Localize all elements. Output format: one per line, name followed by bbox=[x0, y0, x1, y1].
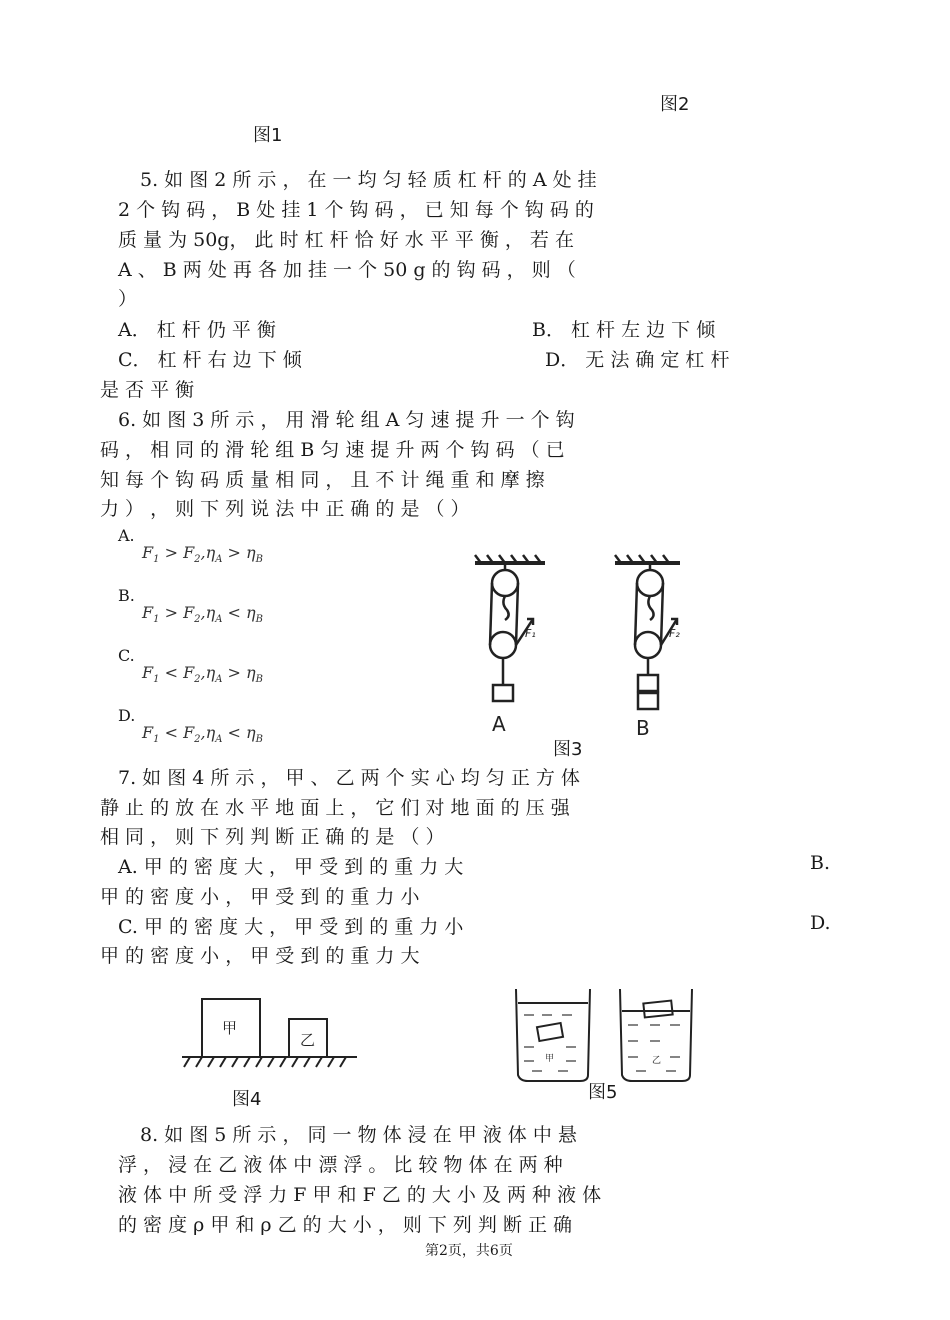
q6-option-d-rel-force: < bbox=[164, 723, 178, 742]
cube-jia-label: 甲 bbox=[222, 1019, 238, 1037]
q6-option-d-formula: $F_1 < F_2,\eta_A < \eta_B$ bbox=[142, 723, 263, 746]
q7-option-b: 甲 的 密 度 小 ， 甲 受 到 的 重 力 小 bbox=[100, 886, 420, 908]
q6-option-d bbox=[118, 706, 263, 745]
q5-option-c: C． 杠 杆 右 边 下 倾 bbox=[118, 349, 302, 371]
figure-1-caption: 图1 bbox=[253, 125, 283, 146]
q6-option-d-rel-efficiency: < bbox=[227, 723, 241, 742]
figure-2-caption: 图2 bbox=[660, 94, 690, 115]
q5-line-5: ） bbox=[118, 288, 138, 310]
q7-option-d-label: D. bbox=[810, 912, 831, 934]
q5-line-2: 2 个 钩 码 ， B 处 挂 1 个 钩 码 ， 已 知 每 个 钩 码 的 bbox=[118, 199, 594, 221]
q8-line-3: 液 体 中 所 受 浮 力 F 甲 和 F 乙 的 大 小 及 两 种 液 体 bbox=[118, 1184, 602, 1206]
q6-option-c-formula: $F_1 < F_2,\eta_A > \eta_B$ bbox=[142, 663, 263, 686]
page-footer: 第2页，共6页 bbox=[425, 1243, 513, 1259]
q5-line-1: 5. 如 图 2 所 示 ， 在 一 均 匀 轻 质 杠 杆 的 A 处 挂 bbox=[140, 169, 597, 191]
q6-option-b-rel-efficiency: < bbox=[227, 603, 241, 622]
q6-option-c bbox=[118, 646, 263, 685]
figure-4-cubes bbox=[182, 995, 362, 1075]
figure-4-caption: 图4 bbox=[232, 1089, 262, 1110]
q7-option-b-label: B. bbox=[810, 852, 831, 874]
beaker-jia-label: 甲 bbox=[545, 1054, 555, 1064]
cube-yi-label: 乙 bbox=[300, 1031, 316, 1049]
q7-option-a: A. 甲 的 密 度 大 ， 甲 受 到 的 重 力 大 bbox=[118, 856, 464, 878]
q7-line-1: 7. 如 图 4 所 示 ， 甲 、 乙 两 个 实 心 均 匀 正 方 体 bbox=[118, 767, 580, 789]
q6-line-2: 码 ， 相 同 的 滑 轮 组 B 匀 速 提 升 两 个 钩 码 （ 已 bbox=[100, 439, 565, 461]
q6-option-c-rel-efficiency: > bbox=[227, 663, 241, 682]
q6-option-b-formula: $F_1 > F_2,\eta_A < \eta_B$ bbox=[142, 603, 263, 626]
q6-option-b-rel-force: > bbox=[164, 603, 178, 622]
q8-line-4: 的 密 度 ρ 甲 和 ρ 乙 的 大 小 ， 则 下 列 判 断 正 确 bbox=[118, 1214, 573, 1236]
q6-option-c-label: C. bbox=[118, 646, 135, 665]
q6-line-3: 知 每 个 钩 码 质 量 相 同 ， 且 不 计 绳 重 和 摩 擦 bbox=[100, 469, 545, 491]
q5-line-3: 质 量 为 50g， 此 时 杠 杆 恰 好 水 平 平 衡 ， 若 在 bbox=[118, 229, 574, 251]
q6-option-a-formula: $F_1 > F_2,\eta_A > \eta_B$ bbox=[142, 543, 263, 566]
q8-line-2: 浮 ， 浸 在 乙 液 体 中 漂 浮 。 比 较 物 体 在 两 种 bbox=[118, 1154, 563, 1176]
figure-3-pulleys bbox=[445, 545, 705, 755]
q5-option-d-cont: 是 否 平 衡 bbox=[100, 379, 195, 401]
figure-3-caption: 图3 bbox=[553, 739, 583, 760]
q6-line-4: 力 ） ， 则 下 列 说 法 中 正 确 的 是 （ ） bbox=[100, 498, 470, 520]
figure-5-caption: 图5 bbox=[588, 1082, 618, 1103]
q6-option-a-rel-force: > bbox=[164, 543, 178, 562]
pulley-f2-label: F₂ bbox=[669, 627, 680, 640]
pulley-a-label: A bbox=[492, 712, 506, 736]
q6-option-d-label: D. bbox=[118, 706, 136, 725]
pulley-b-label: B bbox=[636, 716, 650, 740]
pulley-f1-label: F₁ bbox=[525, 627, 536, 640]
q7-option-c: C. 甲 的 密 度 大 ， 甲 受 到 的 重 力 小 bbox=[118, 916, 464, 938]
q6-line-1: 6. 如 图 3 所 示 ， 用 滑 轮 组 A 匀 速 提 升 一 个 钩 bbox=[118, 409, 575, 431]
q8-line-1: 8. 如 图 5 所 示 ， 同 一 物 体 浸 在 甲 液 体 中 悬 bbox=[140, 1124, 577, 1146]
q7-line-3: 相 同 ， 则 下 列 判 断 正 确 的 是 （ ） bbox=[100, 826, 445, 848]
q6-option-a-rel-efficiency: > bbox=[227, 543, 241, 562]
figure-5-beakers bbox=[510, 985, 710, 1085]
q6-option-b-label: B. bbox=[118, 586, 135, 605]
q5-option-d: D． 无 法 确 定 杠 杆 bbox=[545, 349, 730, 371]
beaker-yi-label: 乙 bbox=[652, 1056, 662, 1066]
q5-option-a: A． 杠 杆 仍 平 衡 bbox=[118, 319, 276, 341]
q5-option-b: B． 杠 杆 左 边 下 倾 bbox=[532, 319, 716, 341]
q7-line-2: 静 止 的 放 在 水 平 地 面 上 ， 它 们 对 地 面 的 压 强 bbox=[100, 797, 570, 819]
q6-option-a bbox=[118, 526, 263, 565]
q6-option-c-rel-force: < bbox=[164, 663, 178, 682]
q5-line-4: A 、 B 两 处 再 各 加 挂 一 个 50 g 的 钩 码 ， 则 （ bbox=[118, 259, 576, 281]
q6-option-a-label: A. bbox=[118, 526, 135, 545]
q7-option-d: 甲 的 密 度 小 ， 甲 受 到 的 重 力 大 bbox=[100, 945, 420, 967]
q6-option-b bbox=[118, 586, 263, 625]
